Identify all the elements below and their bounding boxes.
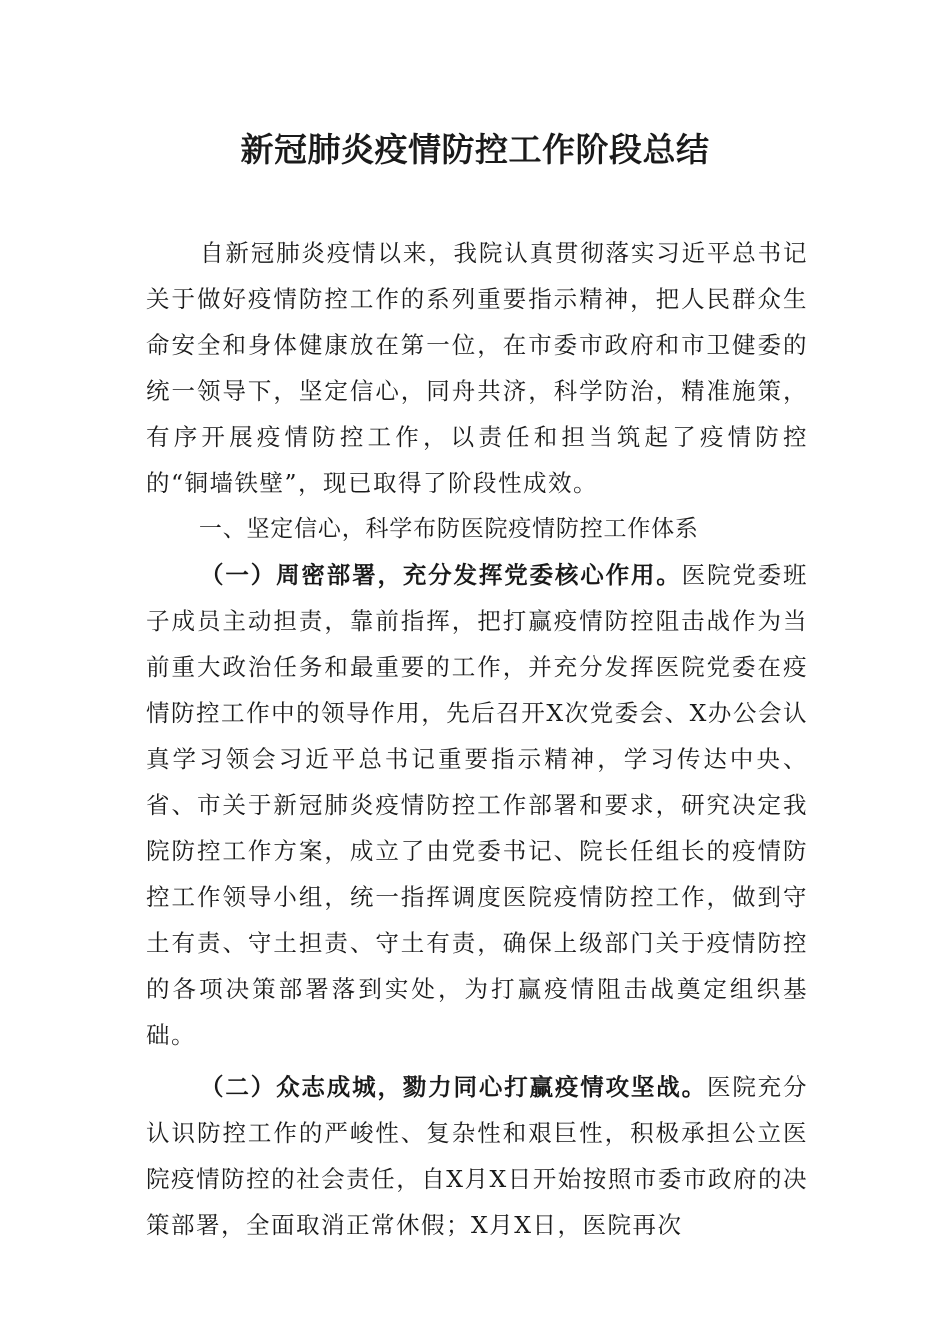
subsection-2-lead: （二）众志成城，勠力同心打赢疫情攻坚战。: [200, 1073, 707, 1101]
document-body: [146, 230, 808, 1248]
subsection-1-body: 医院党委班子成员主动担责，靠前指挥，把打赢疫情防控阻击战作为当前重大政治任务和最重要的工作，并充分发挥医院党委在疫情防控工作中的领导作用，先后召开X次党委会、X办公会认真学习领会习近平总书记重要指示精神，学习传达中央、省、市关于新冠肺炎疫情防控工作部署和要求，研究决定我院防控工作方案，成立了由党委书记、院长任组长的疫情防控工作领导小组，统一指挥调度医院疫情防控工作，做到守土有责、守土担责、守土有责，确保上级部门关于疫情防控的各项决策部署落到实处，为打赢疫情阻击战奠定组织基础。: [146, 561, 809, 1049]
subsection-1-paragraph: [146, 552, 808, 1058]
section-1-heading: 一、坚定信心，科学布防医院疫情防控工作体系: [198, 516, 699, 542]
subsection-2-paragraph: [146, 1064, 808, 1248]
intro-paragraph: 自新冠肺炎疫情以来，我院认真贯彻落实习近平总书记关于做好疫情防控工作的系列重要指示精神，把人民群众生命安全和身体健康放在第一位，在市委市政府和市卫健委的统一领导下，坚定信心，同舟共济，科学防治，精准施策，有序开展疫情防控工作，以责任和担当筑起了疫情防控的“铜墙铁壁”，现已取得了阶段性成效。: [146, 239, 808, 497]
subsection-2-body: 医院充分认识防控工作的严峻性、复杂性和艰巨性，积极承担公立医院疫情防控的社会责任，自X月X日开始按照市委市政府的决策部署，全面取消正常休假；X月X日，医院再次: [146, 1073, 809, 1239]
document-title: 新冠肺炎疫情防控工作阶段总结: [240, 130, 710, 169]
subsection-1-lead: （一）周密部署，充分发挥党委核心作用。: [200, 561, 682, 589]
